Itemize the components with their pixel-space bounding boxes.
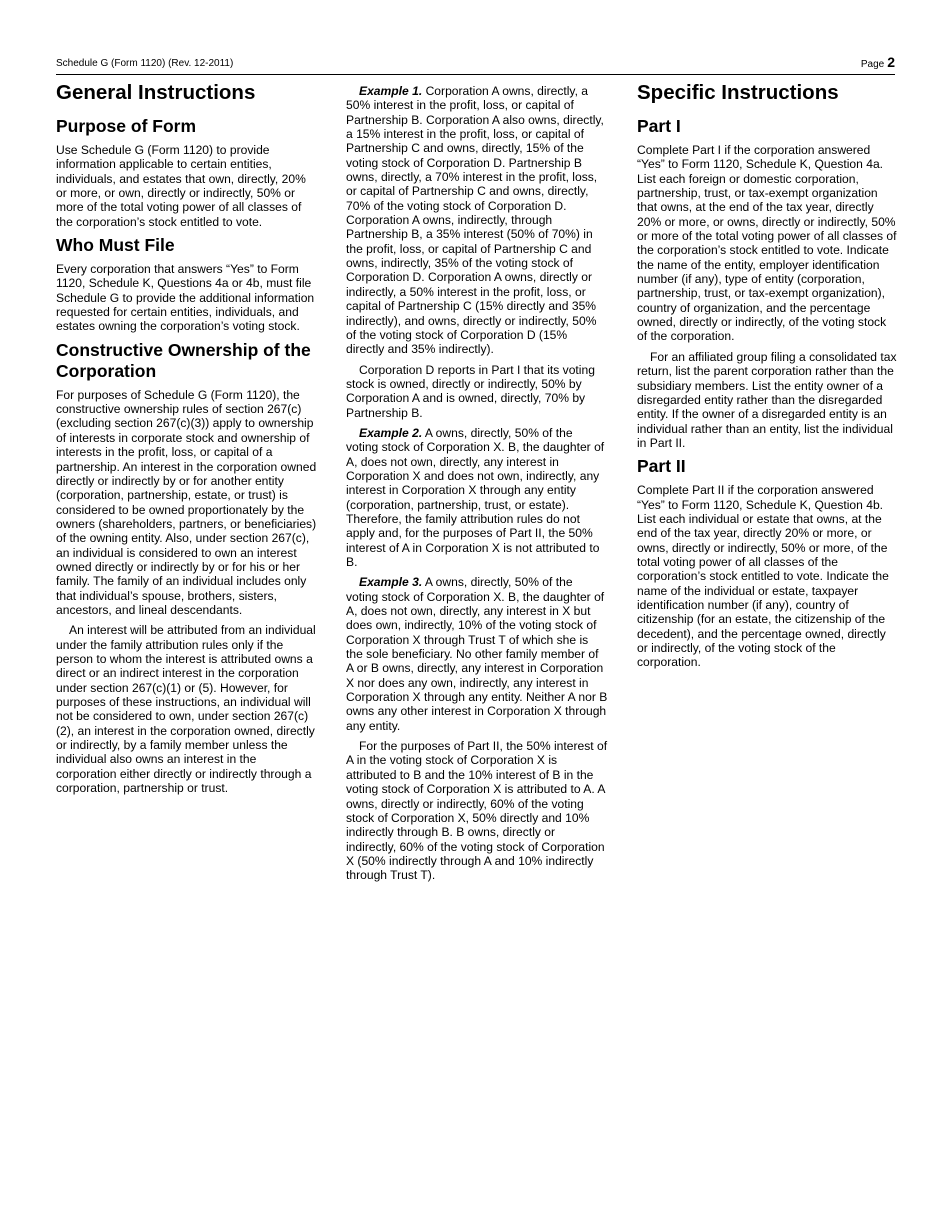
general-instructions-title: General Instructions <box>56 81 256 104</box>
form-identifier: Schedule G (Form 1120) (Rev. 12-2011) <box>56 58 234 69</box>
part-2-heading: Part II <box>637 456 686 477</box>
purpose-of-form-heading: Purpose of Form <box>56 116 197 136</box>
example-3-text: A owns, directly, 50% of the voting stock of Corporation X. B, the daughter of A, does not own, directly, any interest in X but does own, indirectly, 10% of the voting stock of Corporation X through Trust T of which she is the sole beneficiary. No other family member of A or B owns, directly, any interest in Corporation X nor does any own, indirectly, any interest in Corporation X through any entity. Neither A nor B owns any other interest in Corporation X through any entity. <box>346 575 608 733</box>
column-general-instructions <box>56 80 318 801</box>
example-3-label: Example 3. <box>359 575 423 590</box>
purpose-of-form-paragraph: Use Schedule G (Form 1120) to provide information applicable to certain entities, individuals, and estates that own, directly, 20% or more, or own, directly or indirectly, 50% or more of the total voting power of all classes of the corporation’s stock entitled to vote. <box>56 143 306 229</box>
example-3-paragraph <box>346 575 608 733</box>
part-1-paragraph-1: Complete Part I if the corporation answered “Yes” to Form 1120, Schedule K, Question 4a. List each foreign or domestic corporation, partnership, trust, or tax-exempt organization that owns, at the end of the tax year, directly 20% or more, or owns, directly or indirectly, 50% or more of the total voting power of all classes of the corporation’s stock entitled to vote. Indicate the name of the entity, employer identification number (if any), type of entity (corporation, partnership, trust, or tax-exempt organization), country of organization, and the percentage owned, directly or indirectly, of the voting stock of the corporation. <box>637 143 897 344</box>
page-number: 2 <box>887 54 895 70</box>
column-specific-instructions <box>637 80 899 676</box>
constructive-ownership-paragraph-2: An interest will be attributed from an individual under the family attribution rules only if the person to whom the interest is attributed owns a direct or an indirect interest in the corporation under section 267(c)(1) or (5). However, for purposes of these instructions, an individual will not be considered to own, under section 267(c)(2), an interest in the corporation owned, directly or indirectly, by a family member unless the individual also owns an interest in the corporation either directly or indirectly through a corporation, partnership or trust. <box>56 623 316 796</box>
part-1-paragraph-2: For an affiliated group filing a consolidated tax return, list the parent corporation rather than the subsidiary members. List the entity owner of a disregarded entity rather than the disregarded entity. If the owner of a disregarded entity is an individual rather than an entity, list the individual in Part II. <box>637 349 897 450</box>
example-1-label: Example 1. <box>359 84 423 98</box>
who-must-file-heading: Who Must File <box>56 235 175 256</box>
example-2-text: A owns, directly, 50% of the voting stock of Corporation X. B, the daughter of A, does not own, directly, any interest in Corporation X and does not own, indirectly, any interest in Corporation X through any entity (corporation, partnership, trust, or estate). Therefore, the family attribution rules do not apply and, for the purposes of Part II, the 50% interest of A in Corporation X is not attributed to B. <box>346 425 605 569</box>
page-header <box>56 54 895 75</box>
part-1-heading: Part I <box>637 116 681 136</box>
example-1-note: Corporation D reports in Part I that its voting stock is owned, directly or indirectly, 50% by Corporation A and is owned, directly, 70% by Partnership B. <box>346 362 595 420</box>
specific-instructions-title: Specific Instructions <box>637 81 839 104</box>
example-3-note: For the purposes of Part II, the 50% interest of A in the voting stock of Corporation X is attributed to B and the 10% interest of B in the voting stock of Corporation X is attributed to A. A owns, directly or indirectly, 60% of the voting stock of Corporation X, 50% directly and 10% indirectly through B. B owns, directly or indirectly, 60% of the voting stock of Corporation X (50% indirectly through A and 10% indirectly through Trust T). <box>346 739 608 883</box>
example-1-paragraph <box>346 84 608 357</box>
page-label: Page <box>860 59 885 70</box>
example-1-text: Corporation A owns, directly, a 50% interest in the profit, loss, or capital of Partnership B. Corporation A also owns, directly, a 15% interest in the profit, loss, or capital of Partnership C and owns, directly, 15% of the voting stock of Corporation D. Partnership B owns, directly, a 70% interest in the profit, loss, or capital of Partnership C and owns, directly, 70% of the voting stock of Corporation D. Corporation A owns, indirectly, through Partnership B, a 35% interest (50% of 70%) in the profit, loss, or capital of Partnership C and owns, indirectly, 35% of the voting stock of Corporation D. Corporation A owns, directly or indirectly, a 50% interest in the profit, loss, or capital of Partnership C (15% directly and 35% indirectly), and owns, directly or indirectly, 50% of the voting stock of Corporation D (15% directly and 35% indirectly). <box>346 84 604 357</box>
example-2-label: Example 2. <box>359 425 423 440</box>
example-2-paragraph <box>346 426 608 569</box>
constructive-ownership-heading: Constructive Ownership of the Corporation <box>56 339 311 381</box>
page-indicator <box>861 54 895 73</box>
column-examples <box>346 84 608 889</box>
part-2-paragraph-1: Complete Part II if the corporation answered “Yes” to Form 1120, Schedule K, Question 4b. List each individual or estate that owns, at the end of the tax year, directly 20% or more, or owns, directly or indirectly, 50% or more, of the total voting power of all classes of the corporation’s stock entitled to vote. Indicate the name of the individual or estate, taxpayer identification number (if any), country of citizenship (for an estate, the citizenship of the decedent), and the percentage owned, directly or indirectly, of the voting stock of the corporation. <box>637 483 889 670</box>
constructive-ownership-paragraph-1: For purposes of Schedule G (Form 1120), the constructive ownership rules of section 267(c) (excluding section 267(c)(3)) apply to ownership of interests in corporate stock and ownership of interests in the profit, loss, or capital of a partnership. An interest in the corporation owned directly or indirectly by or for another entity (corporation, partnership, estate, or trust) is considered to be owned proportionately by the owners (shareholders, partners, or beneficiaries) of the owning entity. Also, under section 267(c), an individual is considered to own an interest owned directly or indirectly by or for his or her family. The family of an individual includes only that individual’s spouse, brothers, sisters, ancestors, and lineal descendants. <box>56 387 317 617</box>
who-must-file-paragraph: Every corporation that answers “Yes” to Form 1120, Schedule K, Questions 4a or 4b, must file Schedule G to provide the additional information requested for certain entities, individuals, and estates owning the corporation’s voting stock. <box>56 262 315 334</box>
